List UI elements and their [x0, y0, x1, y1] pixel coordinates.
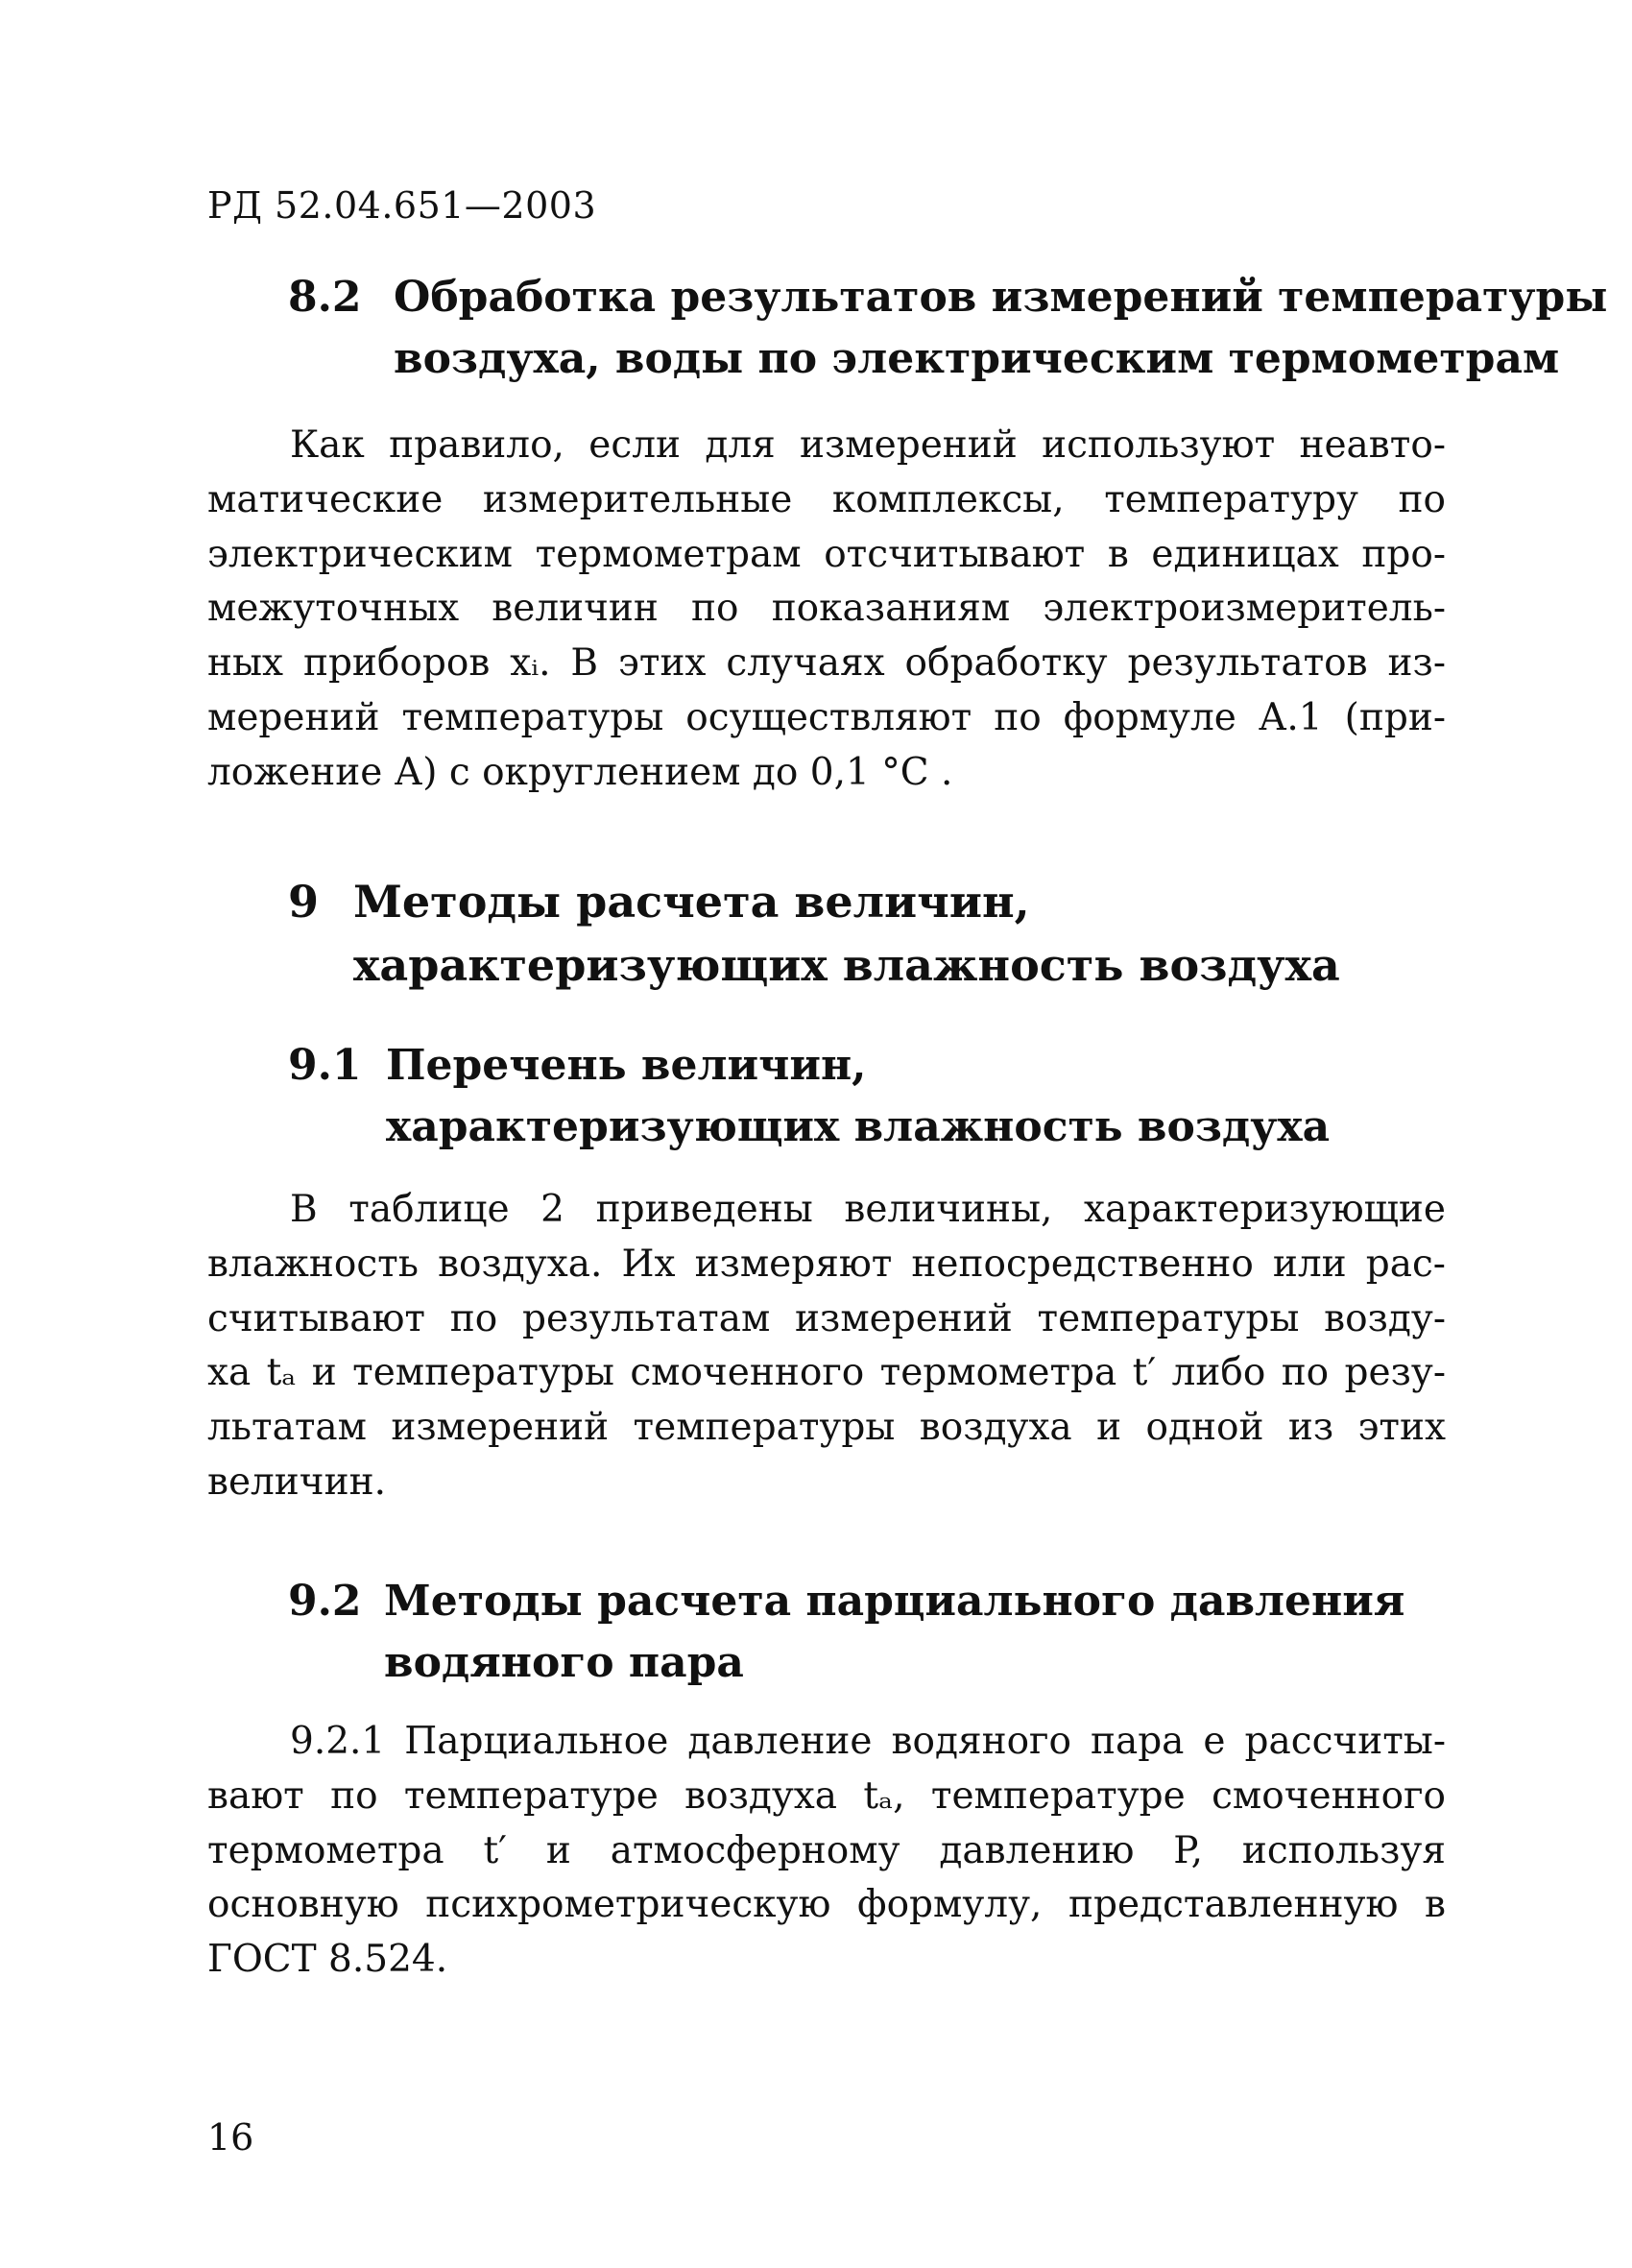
text-line: ложение А) с округлением до 0,1 °С . [207, 750, 953, 794]
heading-line: Методы расчета парциального давления [384, 1577, 1405, 1626]
text-line: мерений температуры осуществляют по формуле А.1 (при- [207, 695, 1446, 739]
section-8-2-paragraph [207, 419, 1446, 801]
heading-line: характеризующих влажность воздуха [386, 1102, 1331, 1151]
heading-line: водяного пара [384, 1638, 744, 1687]
text-line: льтатам измерений температуры воздуха и одной из этих [207, 1406, 1446, 1450]
section-number: 8.2 [288, 273, 362, 322]
section-9-2-heading [288, 1571, 1404, 1694]
heading-line: воздуха, воды по электрическим термометрам [394, 334, 1560, 383]
page-number: 16 [207, 2116, 254, 2159]
text-line: ных приборов xᵢ. В этих случаях обработку результатов из- [207, 641, 1446, 686]
section-9-1-paragraph [207, 1183, 1446, 1510]
text-line: ха tₐ и температуры смоченного термометра t′ либо по резу- [207, 1351, 1446, 1395]
heading-line: Обработка результатов измерений температуры [394, 273, 1608, 322]
section-number: 9 [288, 876, 320, 928]
text-line: межуточных величин по показаниям электроизмеритель- [207, 587, 1446, 631]
section-9-heading [288, 870, 1340, 997]
heading-line: Перечень величин, [386, 1041, 867, 1090]
text-line: В таблице 2 приведены величины, характеризующие [290, 1188, 1446, 1231]
heading-line: характеризующих влажность воздуха [353, 939, 1340, 991]
heading-line: Методы расчета величин, [353, 876, 1030, 928]
text-line: основную психрометрическую формулу, представленную в [207, 1883, 1446, 1927]
text-line: электрическим термометрам отсчитывают в единицах про- [207, 532, 1446, 576]
text-line: считывают по результатам измерений температуры возду- [207, 1296, 1446, 1340]
section-8-2-heading [288, 267, 1607, 390]
text-line: матические измерительные комплексы, температуру по [207, 477, 1446, 521]
section-number: 9.1 [288, 1041, 362, 1090]
section-9-1-heading [288, 1035, 1330, 1158]
text-line: ГОСТ 8.524. [207, 1938, 448, 1982]
section-9-2-1-paragraph [207, 1715, 1446, 1988]
text-line: величин. [207, 1460, 386, 1504]
text-line: Как правило, если для измерений используют неавто- [290, 423, 1446, 467]
section-number: 9.2 [288, 1577, 362, 1626]
text-line: термометра t′ и атмосферному давлению P, используя [207, 1828, 1446, 1872]
text-line: влажность воздуха. Их измеряют непосредственно или рас- [207, 1242, 1446, 1286]
text-line: вают по температуре воздуха tₐ, температуре смоченного [207, 1773, 1446, 1818]
text-line: 9.2.1 Парциальное давление водяного пара e рассчиты- [290, 1720, 1446, 1763]
document-code: РД 52.04.651—2003 [207, 184, 597, 227]
